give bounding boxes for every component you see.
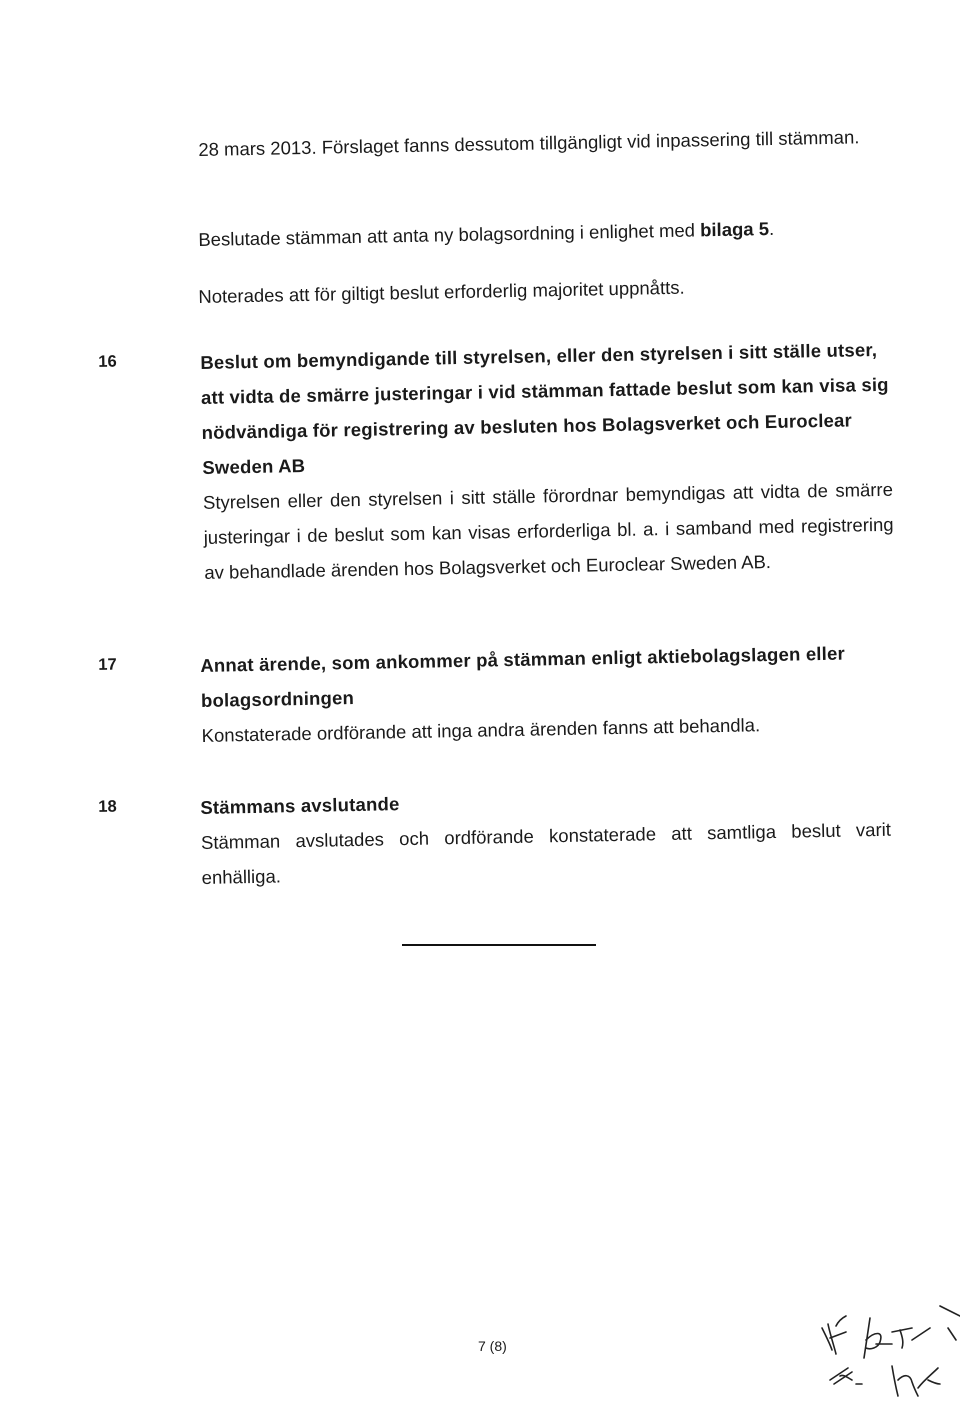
section-18 <box>0 775 960 888</box>
section-body: Konstaterade ordförande att inga andra ärenden fanns att behandla. <box>201 714 761 746</box>
noted-paragraph: Noterades att för giltigt beslut erforderlig majoritet uppnåtts. <box>198 276 685 307</box>
section-body: Stämman avslutades och ordförande konstaterade att samtliga beslut varit enhälliga. <box>200 818 892 888</box>
page-number: 7 (8) <box>478 1338 507 1354</box>
section-17 <box>0 633 960 746</box>
closing-rule <box>402 944 596 946</box>
decision-text-end: . <box>768 217 775 240</box>
intro-paragraph: 28 mars 2013. Förslaget fanns dessutom tillgängligt vid inpassering till stämman. <box>198 126 860 160</box>
handwritten-initials-signature <box>800 1288 960 1403</box>
section-number: 17 <box>98 655 117 674</box>
section-number: 18 <box>98 797 117 816</box>
section-title: Beslut om bemyndigande till styrelsen, eller den styrelsen i sitt ställe utser, att vidta de smärre justeringar i vid stämman fattade beslut som kan visa sig nödvändiga för registrering av besluten hos Bolagsverket och Euroclear Sweden AB <box>200 338 889 478</box>
decision-paragraph <box>198 209 889 257</box>
decision-attachment-ref: bilaga 5 <box>699 218 770 241</box>
section-title: Annat ärende, som ankommer på stämman enligt aktiebolagslagen eller bolagsordningen <box>200 642 846 711</box>
decision-text: Beslutade stämman att anta ny bolagsordning i enlighet med <box>198 219 701 250</box>
section-16 <box>0 330 960 583</box>
section-title: Stämmans avslutande <box>200 793 400 818</box>
section-number: 16 <box>98 352 117 371</box>
section-body: Styrelsen eller den styrelsen i sitt ställe förordnar bemyndigas att vidta de smärre justeringar i de beslut som kan visas erforderliga bl. a. i samband med registrering av behandlade ärenden hos Bolagsverket och Euroclear Sweden AB. <box>202 478 894 583</box>
